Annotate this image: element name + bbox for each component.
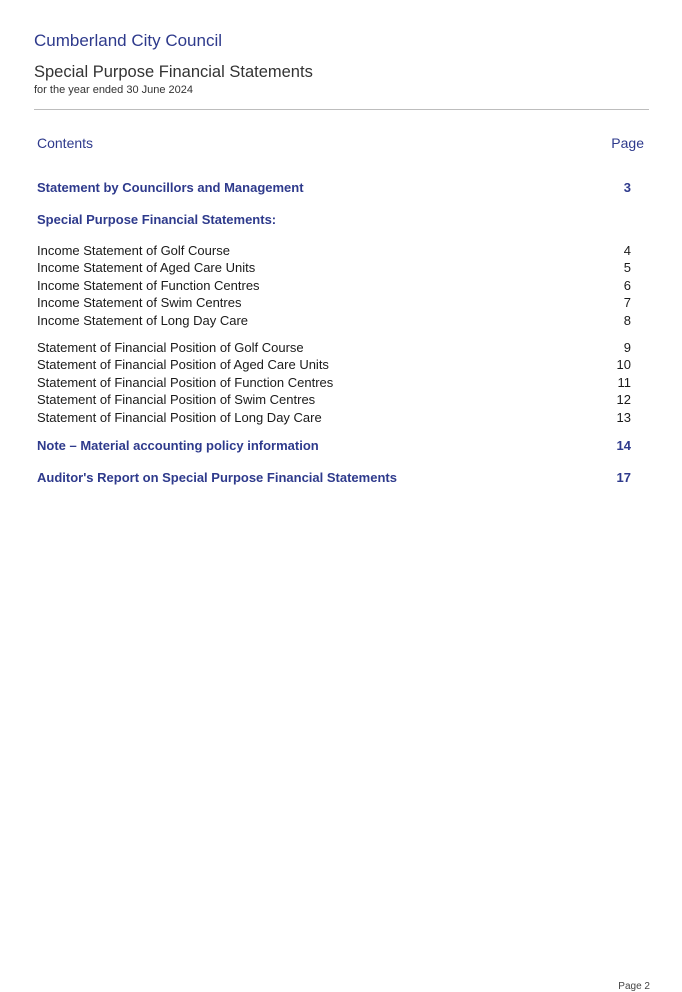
toc-entry-title: Statement of Financial Position of Swim Centres	[37, 392, 316, 407]
toc-entry-page: 4	[623, 243, 631, 258]
document-title: Special Purpose Financial Statements	[34, 63, 313, 81]
toc-entry-page: 6	[623, 278, 631, 293]
toc-entry-auditors-report[interactable]	[37, 470, 635, 487]
toc-entry[interactable]	[37, 410, 635, 427]
toc-entry-title: Income Statement of Long Day Care	[37, 313, 249, 328]
toc-entry-title: Statement of Financial Position of Function Centres	[37, 375, 334, 390]
toc-section-title: Special Purpose Financial Statements:	[37, 212, 277, 227]
contents-heading: Contents	[37, 135, 94, 151]
toc-entry-note[interactable]	[37, 438, 635, 455]
toc-entry-title: Statement of Financial Position of Aged Care Units	[37, 357, 329, 372]
toc-entry-page: 12	[616, 392, 631, 407]
toc-entry-page: 14	[616, 438, 631, 453]
toc-entry-page: 9	[623, 340, 631, 355]
page-column-heading: Page	[611, 135, 644, 151]
toc-entry[interactable]	[37, 260, 635, 277]
page-number: Page 2	[618, 981, 650, 992]
toc-entry-title: Statement of Financial Position of Golf Course	[37, 340, 304, 355]
toc-entry-statement-by-councillors[interactable]	[37, 180, 635, 197]
toc-entry-title: Income Statement of Function Centres	[37, 278, 260, 293]
toc-entry[interactable]	[37, 295, 635, 312]
toc-entry-page: 5	[623, 260, 631, 275]
toc-entry-page: 10	[616, 357, 631, 372]
toc-entry-title: Statement of Financial Position of Long Day Care	[37, 410, 322, 425]
toc-entry-title: Note – Material accounting policy information	[37, 438, 319, 453]
toc-entry[interactable]	[37, 278, 635, 295]
toc-entry[interactable]	[37, 357, 635, 374]
toc-section-heading-spfs	[37, 212, 635, 229]
organisation-name: Cumberland City Council	[34, 31, 223, 50]
toc-entry-title: Income Statement of Swim Centres	[37, 295, 242, 310]
document-subtitle: for the year ended 30 June 2024	[34, 84, 194, 96]
toc-entry-page: 8	[623, 313, 631, 328]
toc-entry-title: Auditor's Report on Special Purpose Financial Statements	[37, 470, 397, 485]
toc-entry-title: Statement by Councillors and Management	[37, 180, 304, 195]
toc-entry-page: 17	[616, 470, 631, 485]
toc-entry-page: 13	[616, 410, 631, 425]
header-divider	[34, 109, 649, 110]
toc-entry-page: 3	[623, 180, 631, 195]
toc-entry-page: 11	[617, 375, 631, 390]
toc-entry[interactable]	[37, 313, 635, 330]
toc-entry-title: Income Statement of Golf Course	[37, 243, 230, 258]
toc-entry[interactable]	[37, 375, 635, 392]
toc-entry[interactable]	[37, 243, 635, 260]
toc-entry-page: 7	[623, 295, 631, 310]
toc-entry-title: Income Statement of Aged Care Units	[37, 260, 256, 275]
toc-entry[interactable]	[37, 392, 635, 409]
toc-entry[interactable]	[37, 340, 635, 357]
